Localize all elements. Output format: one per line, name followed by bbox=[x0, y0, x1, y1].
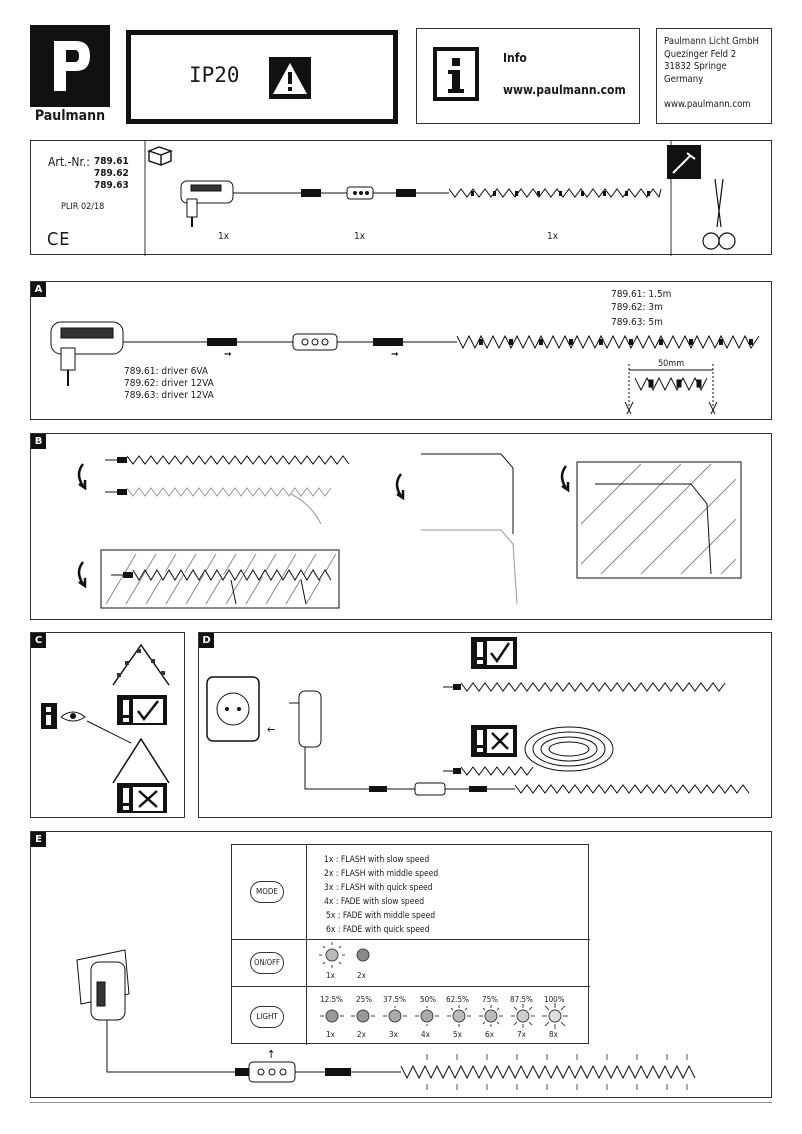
company-url[interactable]: www.paulmann.com bbox=[664, 99, 751, 110]
qty-controller: 1x bbox=[354, 231, 366, 242]
light-press-5: 5x bbox=[453, 1030, 462, 1039]
section-a-drawing bbox=[31, 282, 773, 421]
light-press-4: 4x bbox=[421, 1030, 430, 1039]
article-number-2: 789.62 bbox=[94, 168, 129, 179]
driver-789-61: 789.61: driver 6VA bbox=[124, 366, 209, 377]
qty-strip: 1x bbox=[547, 231, 559, 242]
mode-6: 6x : FADE with quick speed bbox=[326, 925, 430, 935]
wall-socket bbox=[207, 677, 259, 741]
c-bend-bad bbox=[113, 739, 169, 783]
bottom-rule bbox=[30, 1102, 772, 1103]
light-pct-3: 37.5% bbox=[383, 995, 406, 1004]
b-strip-back bbox=[127, 488, 331, 496]
a-led-strip bbox=[457, 336, 759, 348]
light-pct-5: 62.5% bbox=[446, 995, 469, 1004]
section-e bbox=[30, 831, 772, 1098]
section-b-drawing bbox=[31, 434, 773, 621]
section-e-drawing bbox=[31, 832, 773, 1099]
driver-789-62: 789.62: driver 12VA bbox=[124, 378, 214, 389]
warning-icon bbox=[131, 35, 403, 129]
qty-driver: 1x bbox=[218, 231, 230, 242]
section-a-label: A bbox=[31, 282, 46, 297]
article-number-3: 789.63 bbox=[94, 180, 129, 191]
b-corner-strip bbox=[421, 454, 513, 534]
light-press-2: 2x bbox=[357, 1030, 366, 1039]
box-icon bbox=[149, 147, 171, 165]
article-number-1: 789.61 bbox=[94, 156, 129, 167]
section-b bbox=[30, 433, 772, 620]
section-e-label: E bbox=[31, 832, 46, 847]
length-789-61: 789.61: 1.5m bbox=[611, 289, 672, 300]
mode-2: 2x : FLASH with middle speed bbox=[324, 869, 439, 879]
section-d-label: D bbox=[199, 633, 214, 648]
light-press-1: 1x bbox=[326, 1030, 335, 1039]
company-name: Paulmann Licht GmbH bbox=[664, 36, 759, 47]
light-press-7: 7x bbox=[517, 1030, 526, 1039]
e-wall-socket bbox=[77, 950, 129, 1020]
light-pct-6: 75% bbox=[482, 995, 498, 1004]
d-strip-bottom bbox=[515, 785, 749, 793]
scissors-icon bbox=[703, 179, 735, 249]
d-coiled-strip bbox=[525, 727, 613, 771]
light-pct-2: 25% bbox=[356, 995, 372, 1004]
company-street: Quezinger Feld 2 bbox=[664, 48, 737, 60]
light-button-label: LIGHT bbox=[256, 1012, 278, 1021]
paulmann-logo bbox=[30, 25, 110, 107]
mode-5: 5x : FADE with middle speed bbox=[326, 911, 436, 921]
rotate-arrow-icon bbox=[79, 464, 568, 586]
light-pct-8: 100% bbox=[544, 995, 565, 1004]
section-c-label: C bbox=[31, 633, 46, 648]
mode-4: 4x : FADE with slow speed bbox=[324, 897, 425, 907]
light-pct-4: 50% bbox=[420, 995, 436, 1004]
power-adapter bbox=[51, 322, 123, 386]
mode-1: 1x : FLASH with slow speed bbox=[324, 855, 430, 865]
contents-drawing bbox=[31, 141, 773, 256]
led-strip bbox=[449, 189, 661, 197]
info-url[interactable]: www.paulmann.com bbox=[503, 83, 626, 97]
svg-text:➞: ➞ bbox=[391, 349, 399, 360]
svg-text:↑: ↑ bbox=[267, 1048, 276, 1061]
section-a bbox=[30, 281, 772, 420]
b-glass-panel bbox=[577, 462, 741, 578]
onoff-1x: 1x bbox=[326, 971, 335, 980]
light-press-6: 6x bbox=[485, 1030, 494, 1039]
section-b-label: B bbox=[31, 434, 46, 449]
b-strip-front bbox=[127, 456, 349, 464]
length-789-62: 789.62: 3m bbox=[611, 302, 663, 313]
paulmann-p-mark bbox=[30, 25, 110, 107]
ip-rating: IP20 bbox=[189, 63, 240, 87]
b-corner-strip-back bbox=[421, 530, 517, 604]
cut-segment bbox=[625, 364, 717, 414]
section-c bbox=[30, 632, 185, 818]
ip-rating-box bbox=[126, 30, 398, 124]
section-d-drawing bbox=[199, 633, 773, 819]
onoff-button-label: ON/OFF bbox=[254, 958, 280, 967]
light-press-8: 8x bbox=[549, 1030, 558, 1039]
e-led-strip bbox=[401, 1066, 695, 1078]
b-wall-hatch bbox=[101, 550, 339, 608]
section-c-drawing bbox=[31, 633, 186, 819]
light-pct-7: 87.5% bbox=[510, 995, 533, 1004]
peel-backing bbox=[291, 494, 321, 524]
segment-length: 50mm bbox=[658, 359, 685, 369]
article-prefix: Art.-Nr.: bbox=[48, 155, 90, 169]
light-press-3: 3x bbox=[389, 1030, 398, 1039]
section-d bbox=[198, 632, 772, 818]
mode-3: 3x : FLASH with quick speed bbox=[324, 883, 433, 893]
mode-button-label: MODE bbox=[256, 887, 278, 896]
ce-mark: CE bbox=[47, 229, 71, 250]
info-label: Info bbox=[503, 51, 527, 65]
contents-panel bbox=[30, 140, 772, 255]
svg-text:←: ← bbox=[267, 723, 276, 736]
brand-name: Paulmann bbox=[34, 108, 106, 124]
d-driver bbox=[299, 691, 321, 747]
driver-unit bbox=[181, 181, 233, 227]
d-strip-straight bbox=[461, 683, 725, 691]
company-box bbox=[656, 28, 772, 124]
info-box bbox=[416, 28, 640, 124]
svg-text:➞: ➞ bbox=[224, 349, 232, 360]
company-city: 31832 Springe bbox=[664, 61, 727, 72]
length-789-63: 789.63: 5m bbox=[611, 317, 663, 328]
driver-789-63: 789.63: driver 12VA bbox=[124, 390, 214, 401]
onoff-2x: 2x bbox=[357, 971, 366, 980]
company-country: Germany bbox=[664, 73, 704, 85]
info-icon bbox=[417, 29, 641, 125]
light-pct-1: 12.5% bbox=[320, 995, 343, 1004]
plir-code: PLIR 02/18 bbox=[61, 202, 105, 212]
